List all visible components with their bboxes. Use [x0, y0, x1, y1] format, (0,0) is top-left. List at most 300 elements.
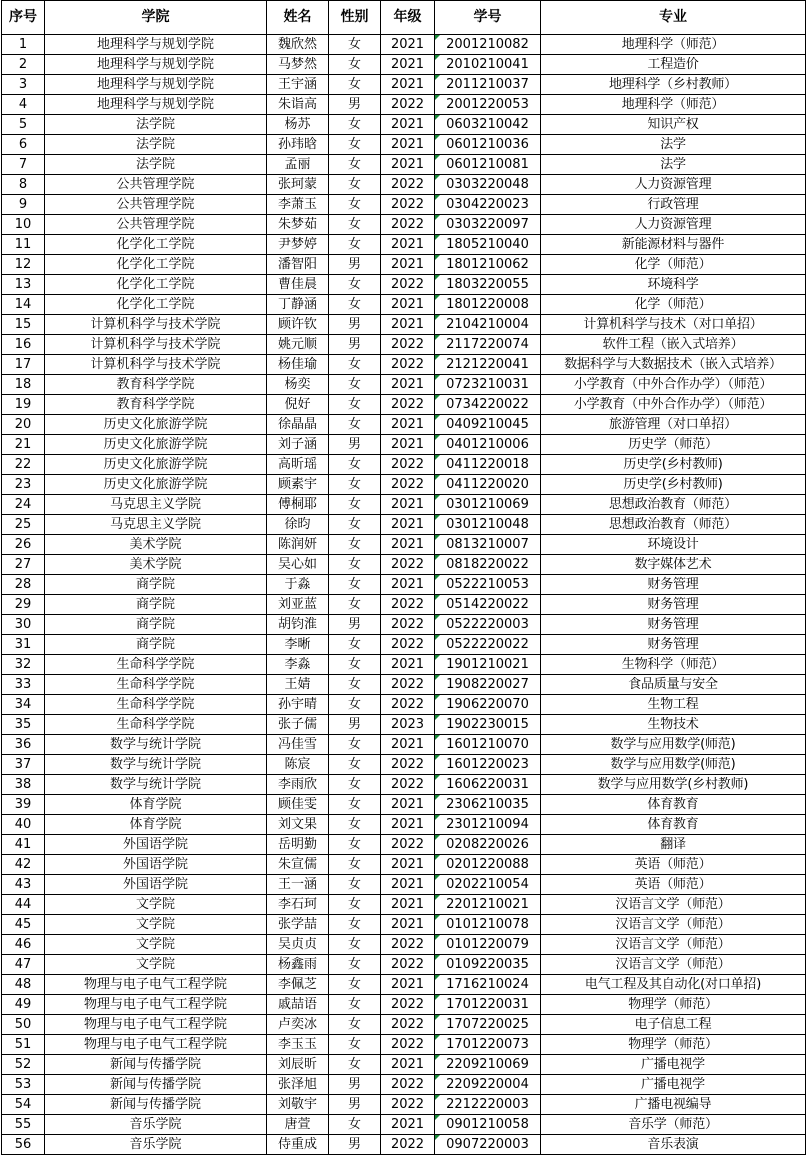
row-index: 24: [2, 495, 45, 515]
row-index: 22: [2, 455, 45, 475]
row-major: 思想政治教育（师范）: [541, 515, 806, 535]
row-college: 新闻与传播学院: [45, 1075, 267, 1095]
row-index: 33: [2, 675, 45, 695]
row-college: 马克思主义学院: [45, 515, 267, 535]
row-student-id: 1906220070: [435, 695, 541, 715]
row-gender: 女: [329, 955, 381, 975]
row-grade: 2022: [381, 835, 435, 855]
row-gender: 男: [329, 315, 381, 335]
row-major: 新能源材料与器件: [541, 235, 806, 255]
table-row: [2, 35, 806, 55]
row-index: 1: [2, 35, 45, 55]
row-student-id: 0401210006: [435, 435, 541, 455]
row-gender: 男: [329, 335, 381, 355]
row-grade: 2021: [381, 895, 435, 915]
row-major: 英语（师范）: [541, 855, 806, 875]
row-college: 文学院: [45, 895, 267, 915]
row-student-id: 0303220097: [435, 215, 541, 235]
row-gender: 女: [329, 415, 381, 435]
table-body: [2, 35, 806, 1155]
row-student-id: 0411220020: [435, 475, 541, 495]
row-gender: 男: [329, 1135, 381, 1155]
row-student-id: 2201210021: [435, 895, 541, 915]
row-name: 顾素宇: [267, 475, 329, 495]
table-row: [2, 1115, 806, 1135]
row-name: 顾许钦: [267, 315, 329, 335]
row-grade: 2022: [381, 935, 435, 955]
table-row: [2, 635, 806, 655]
row-major: 财务管理: [541, 575, 806, 595]
row-name: 傅桐耶: [267, 495, 329, 515]
table-row: [2, 135, 806, 155]
row-index: 3: [2, 75, 45, 95]
header-index: 序号: [2, 1, 45, 35]
table-row: [2, 235, 806, 255]
row-major: 旅游管理（对口单招）: [541, 415, 806, 435]
row-name: 李佩芝: [267, 975, 329, 995]
row-grade: 2021: [381, 35, 435, 55]
row-college: 化学化工学院: [45, 255, 267, 275]
row-index: 55: [2, 1115, 45, 1135]
row-gender: 女: [329, 195, 381, 215]
row-major: 化学（师范）: [541, 255, 806, 275]
row-name: 刘亚蓝: [267, 595, 329, 615]
row-grade: 2022: [381, 395, 435, 415]
row-gender: 男: [329, 1075, 381, 1095]
row-major: 广播电视编导: [541, 1095, 806, 1115]
row-gender: 男: [329, 615, 381, 635]
row-name: 岳明勤: [267, 835, 329, 855]
row-grade: 2022: [381, 775, 435, 795]
row-college: 外国语学院: [45, 855, 267, 875]
row-name: 李淼: [267, 655, 329, 675]
row-index: 29: [2, 595, 45, 615]
row-college: 商学院: [45, 615, 267, 635]
row-student-id: 1701220031: [435, 995, 541, 1015]
row-major: 数学与应用数学(乡村教师): [541, 775, 806, 795]
row-college: 数学与统计学院: [45, 775, 267, 795]
row-major: 广播电视学: [541, 1075, 806, 1095]
row-name: 张珂蒙: [267, 175, 329, 195]
row-grade: 2022: [381, 195, 435, 215]
table-row: [2, 1095, 806, 1115]
row-student-id: 0818220022: [435, 555, 541, 575]
row-name: 潘智阳: [267, 255, 329, 275]
row-name: 孙玮晗: [267, 135, 329, 155]
row-student-id: 0734220022: [435, 395, 541, 415]
row-index: 44: [2, 895, 45, 915]
row-major: 计算机科学与技术（对口单招）: [541, 315, 806, 335]
row-grade: 2022: [381, 695, 435, 715]
row-student-id: 2209220004: [435, 1075, 541, 1095]
row-gender: 女: [329, 895, 381, 915]
row-grade: 2022: [381, 635, 435, 655]
row-index: 20: [2, 415, 45, 435]
row-student-id: 2209210069: [435, 1055, 541, 1075]
row-index: 36: [2, 735, 45, 755]
row-index: 19: [2, 395, 45, 415]
row-gender: 女: [329, 915, 381, 935]
row-gender: 女: [329, 815, 381, 835]
row-gender: 女: [329, 375, 381, 395]
row-index: 5: [2, 115, 45, 135]
row-student-id: 0202210054: [435, 875, 541, 895]
row-college: 化学化工学院: [45, 235, 267, 255]
row-student-id: 1908220027: [435, 675, 541, 695]
row-student-id: 0101220079: [435, 935, 541, 955]
row-college: 美术学院: [45, 535, 267, 555]
row-major: 汉语言文学（师范）: [541, 935, 806, 955]
row-grade: 2021: [381, 855, 435, 875]
row-college: 法学院: [45, 135, 267, 155]
row-grade: 2022: [381, 455, 435, 475]
row-major: 地理科学（师范）: [541, 95, 806, 115]
row-name: 李萧玉: [267, 195, 329, 215]
row-major: 体育教育: [541, 815, 806, 835]
row-student-id: 0813210007: [435, 535, 541, 555]
table-row: [2, 395, 806, 415]
row-index: 47: [2, 955, 45, 975]
row-index: 48: [2, 975, 45, 995]
row-index: 49: [2, 995, 45, 1015]
row-name: 李晰: [267, 635, 329, 655]
row-name: 朱宣儒: [267, 855, 329, 875]
row-college: 生命科学学院: [45, 695, 267, 715]
table-row: [2, 795, 806, 815]
row-major: 财务管理: [541, 635, 806, 655]
row-college: 文学院: [45, 955, 267, 975]
row-major: 音乐表演: [541, 1135, 806, 1155]
row-index: 21: [2, 435, 45, 455]
student-list-table: [1, 0, 806, 1155]
table-row: [2, 1055, 806, 1075]
row-college: 外国语学院: [45, 835, 267, 855]
row-index: 16: [2, 335, 45, 355]
row-college: 音乐学院: [45, 1135, 267, 1155]
row-gender: 女: [329, 135, 381, 155]
row-gender: 女: [329, 75, 381, 95]
row-index: 31: [2, 635, 45, 655]
row-grade: 2021: [381, 155, 435, 175]
row-index: 43: [2, 875, 45, 895]
row-gender: 女: [329, 55, 381, 75]
row-grade: 2021: [381, 55, 435, 75]
row-gender: 女: [329, 695, 381, 715]
row-major: 环境设计: [541, 535, 806, 555]
row-grade: 2021: [381, 435, 435, 455]
row-grade: 2021: [381, 815, 435, 835]
header-grade: 年级: [381, 1, 435, 35]
row-grade: 2021: [381, 975, 435, 995]
row-grade: 2021: [381, 1115, 435, 1135]
row-grade: 2021: [381, 495, 435, 515]
row-college: 生命科学学院: [45, 675, 267, 695]
row-college: 物理与电子电气工程学院: [45, 975, 267, 995]
row-gender: 女: [329, 795, 381, 815]
row-college: 地理科学与规划学院: [45, 55, 267, 75]
table-row: [2, 835, 806, 855]
row-student-id: 0601210036: [435, 135, 541, 155]
table-row: [2, 615, 806, 635]
row-name: 于淼: [267, 575, 329, 595]
row-name: 陈润妍: [267, 535, 329, 555]
row-college: 美术学院: [45, 555, 267, 575]
row-name: 杨奕: [267, 375, 329, 395]
row-index: 18: [2, 375, 45, 395]
row-grade: 2022: [381, 95, 435, 115]
header-student-id: 学号: [435, 1, 541, 35]
row-index: 38: [2, 775, 45, 795]
row-index: 52: [2, 1055, 45, 1075]
row-gender: 女: [329, 735, 381, 755]
row-gender: 女: [329, 215, 381, 235]
row-student-id: 1901210021: [435, 655, 541, 675]
row-major: 软件工程（嵌入式培养）: [541, 335, 806, 355]
row-gender: 女: [329, 635, 381, 655]
row-gender: 男: [329, 435, 381, 455]
row-major: 知识产权: [541, 115, 806, 135]
row-student-id: 1606220031: [435, 775, 541, 795]
row-name: 朱梦茹: [267, 215, 329, 235]
row-grade: 2022: [381, 1035, 435, 1055]
table-row: [2, 555, 806, 575]
table-row: [2, 195, 806, 215]
row-grade: 2022: [381, 955, 435, 975]
row-grade: 2021: [381, 415, 435, 435]
row-index: 51: [2, 1035, 45, 1055]
row-index: 40: [2, 815, 45, 835]
row-major: 历史学（师范）: [541, 435, 806, 455]
row-grade: 2022: [381, 995, 435, 1015]
row-major: 人力资源管理: [541, 175, 806, 195]
row-gender: 女: [329, 395, 381, 415]
row-college: 数学与统计学院: [45, 735, 267, 755]
row-gender: 女: [329, 275, 381, 295]
row-major: 广播电视学: [541, 1055, 806, 1075]
header-name: 姓名: [267, 1, 329, 35]
row-name: 孟丽: [267, 155, 329, 175]
row-name: 刘子涵: [267, 435, 329, 455]
row-name: 倪好: [267, 395, 329, 415]
row-index: 30: [2, 615, 45, 635]
row-gender: 女: [329, 975, 381, 995]
row-index: 41: [2, 835, 45, 855]
row-name: 吴心如: [267, 555, 329, 575]
row-student-id: 2121220041: [435, 355, 541, 375]
row-grade: 2021: [381, 235, 435, 255]
row-major: 历史学(乡村教师): [541, 455, 806, 475]
row-index: 23: [2, 475, 45, 495]
row-index: 8: [2, 175, 45, 195]
row-name: 胡钧淮: [267, 615, 329, 635]
row-college: 公共管理学院: [45, 195, 267, 215]
row-student-id: 0522210053: [435, 575, 541, 595]
row-grade: 2021: [381, 655, 435, 675]
row-index: 28: [2, 575, 45, 595]
table-row: [2, 735, 806, 755]
row-gender: 女: [329, 855, 381, 875]
row-gender: 男: [329, 715, 381, 735]
row-index: 11: [2, 235, 45, 255]
row-index: 56: [2, 1135, 45, 1155]
row-name: 尹梦婷: [267, 235, 329, 255]
row-grade: 2021: [381, 295, 435, 315]
table-row: [2, 515, 806, 535]
table-row: [2, 655, 806, 675]
row-gender: 男: [329, 95, 381, 115]
row-index: 50: [2, 1015, 45, 1035]
table-row: [2, 435, 806, 455]
row-index: 9: [2, 195, 45, 215]
row-student-id: 2104210004: [435, 315, 541, 335]
row-gender: 女: [329, 175, 381, 195]
row-index: 6: [2, 135, 45, 155]
row-gender: 男: [329, 1095, 381, 1115]
row-college: 数学与统计学院: [45, 755, 267, 775]
row-student-id: 0109220035: [435, 955, 541, 975]
row-gender: 男: [329, 255, 381, 275]
table-row: [2, 175, 806, 195]
table-row: [2, 115, 806, 135]
row-index: 45: [2, 915, 45, 935]
row-gender: 女: [329, 455, 381, 475]
table-row: [2, 855, 806, 875]
row-index: 53: [2, 1075, 45, 1095]
row-student-id: 0603210042: [435, 115, 541, 135]
row-name: 侍重成: [267, 1135, 329, 1155]
row-name: 吴贞贞: [267, 935, 329, 955]
row-gender: 女: [329, 575, 381, 595]
row-college: 体育学院: [45, 815, 267, 835]
table-row: [2, 935, 806, 955]
row-major: 英语（师范）: [541, 875, 806, 895]
row-student-id: 1716210024: [435, 975, 541, 995]
row-name: 朱诣高: [267, 95, 329, 115]
row-name: 张子儒: [267, 715, 329, 735]
row-major: 数据科学与大数据技术（嵌入式培养）: [541, 355, 806, 375]
row-student-id: 2117220074: [435, 335, 541, 355]
header-college: 学院: [45, 1, 267, 35]
table-row: [2, 275, 806, 295]
row-name: 杨苏: [267, 115, 329, 135]
row-student-id: 0723210031: [435, 375, 541, 395]
row-index: 25: [2, 515, 45, 535]
row-college: 新闻与传播学院: [45, 1055, 267, 1075]
row-name: 姚元顺: [267, 335, 329, 355]
row-major: 音乐学（师范）: [541, 1115, 806, 1135]
row-name: 李雨欣: [267, 775, 329, 795]
header-major: 专业: [541, 1, 806, 35]
row-name: 卢奕冰: [267, 1015, 329, 1035]
row-college: 商学院: [45, 595, 267, 615]
table-row: [2, 315, 806, 335]
row-gender: 女: [329, 495, 381, 515]
row-student-id: 1803220055: [435, 275, 541, 295]
row-college: 计算机科学与技术学院: [45, 335, 267, 355]
row-major: 小学教育（中外合作办学）（师范）: [541, 395, 806, 415]
row-gender: 女: [329, 1035, 381, 1055]
row-index: 26: [2, 535, 45, 555]
row-index: 12: [2, 255, 45, 275]
row-major: 化学（师范）: [541, 295, 806, 315]
row-index: 46: [2, 935, 45, 955]
row-student-id: 1805210040: [435, 235, 541, 255]
row-name: 徐昀: [267, 515, 329, 535]
row-grade: 2022: [381, 615, 435, 635]
row-student-id: 0304220023: [435, 195, 541, 215]
row-grade: 2021: [381, 535, 435, 555]
table-row: [2, 95, 806, 115]
row-name: 曹佳晨: [267, 275, 329, 295]
row-major: 思想政治教育（师范）: [541, 495, 806, 515]
row-gender: 女: [329, 355, 381, 375]
row-grade: 2021: [381, 915, 435, 935]
table-row: [2, 475, 806, 495]
row-index: 2: [2, 55, 45, 75]
row-student-id: 1601210070: [435, 735, 541, 755]
row-student-id: 0303220048: [435, 175, 541, 195]
table-row: [2, 75, 806, 95]
table-row: [2, 535, 806, 555]
row-college: 化学化工学院: [45, 275, 267, 295]
row-college: 生命科学学院: [45, 715, 267, 735]
table-row: [2, 775, 806, 795]
row-gender: 女: [329, 995, 381, 1015]
row-major: 人力资源管理: [541, 215, 806, 235]
row-major: 地理科学（师范）: [541, 35, 806, 55]
row-grade: 2022: [381, 175, 435, 195]
row-college: 体育学院: [45, 795, 267, 815]
row-major: 物理学（师范）: [541, 1035, 806, 1055]
row-college: 地理科学与规划学院: [45, 95, 267, 115]
table-row: [2, 995, 806, 1015]
row-grade: 2022: [381, 355, 435, 375]
row-gender: 女: [329, 1015, 381, 1035]
header-gender: 性别: [329, 1, 381, 35]
row-college: 生命科学学院: [45, 655, 267, 675]
row-gender: 女: [329, 1055, 381, 1075]
table-row: [2, 675, 806, 695]
row-grade: 2021: [381, 875, 435, 895]
row-grade: 2022: [381, 755, 435, 775]
row-college: 化学化工学院: [45, 295, 267, 315]
row-index: 34: [2, 695, 45, 715]
row-gender: 女: [329, 835, 381, 855]
row-college: 物理与电子电气工程学院: [45, 1015, 267, 1035]
row-name: 王一涵: [267, 875, 329, 895]
row-grade: 2022: [381, 555, 435, 575]
row-college: 历史文化旅游学院: [45, 455, 267, 475]
row-gender: 女: [329, 35, 381, 55]
row-major: 财务管理: [541, 615, 806, 635]
row-student-id: 1701220073: [435, 1035, 541, 1055]
table-row: [2, 1075, 806, 1095]
row-student-id: 0522220022: [435, 635, 541, 655]
row-student-id: 1707220025: [435, 1015, 541, 1035]
row-grade: 2022: [381, 335, 435, 355]
row-student-id: 1801220008: [435, 295, 541, 315]
row-college: 地理科学与规划学院: [45, 75, 267, 95]
row-college: 法学院: [45, 115, 267, 135]
row-major: 工程造价: [541, 55, 806, 75]
row-name: 陈宸: [267, 755, 329, 775]
table-row: [2, 55, 806, 75]
row-grade: 2022: [381, 1135, 435, 1155]
table-row: [2, 495, 806, 515]
row-name: 李玉玉: [267, 1035, 329, 1055]
row-student-id: 0514220022: [435, 595, 541, 615]
row-major: 生物科学（师范）: [541, 655, 806, 675]
